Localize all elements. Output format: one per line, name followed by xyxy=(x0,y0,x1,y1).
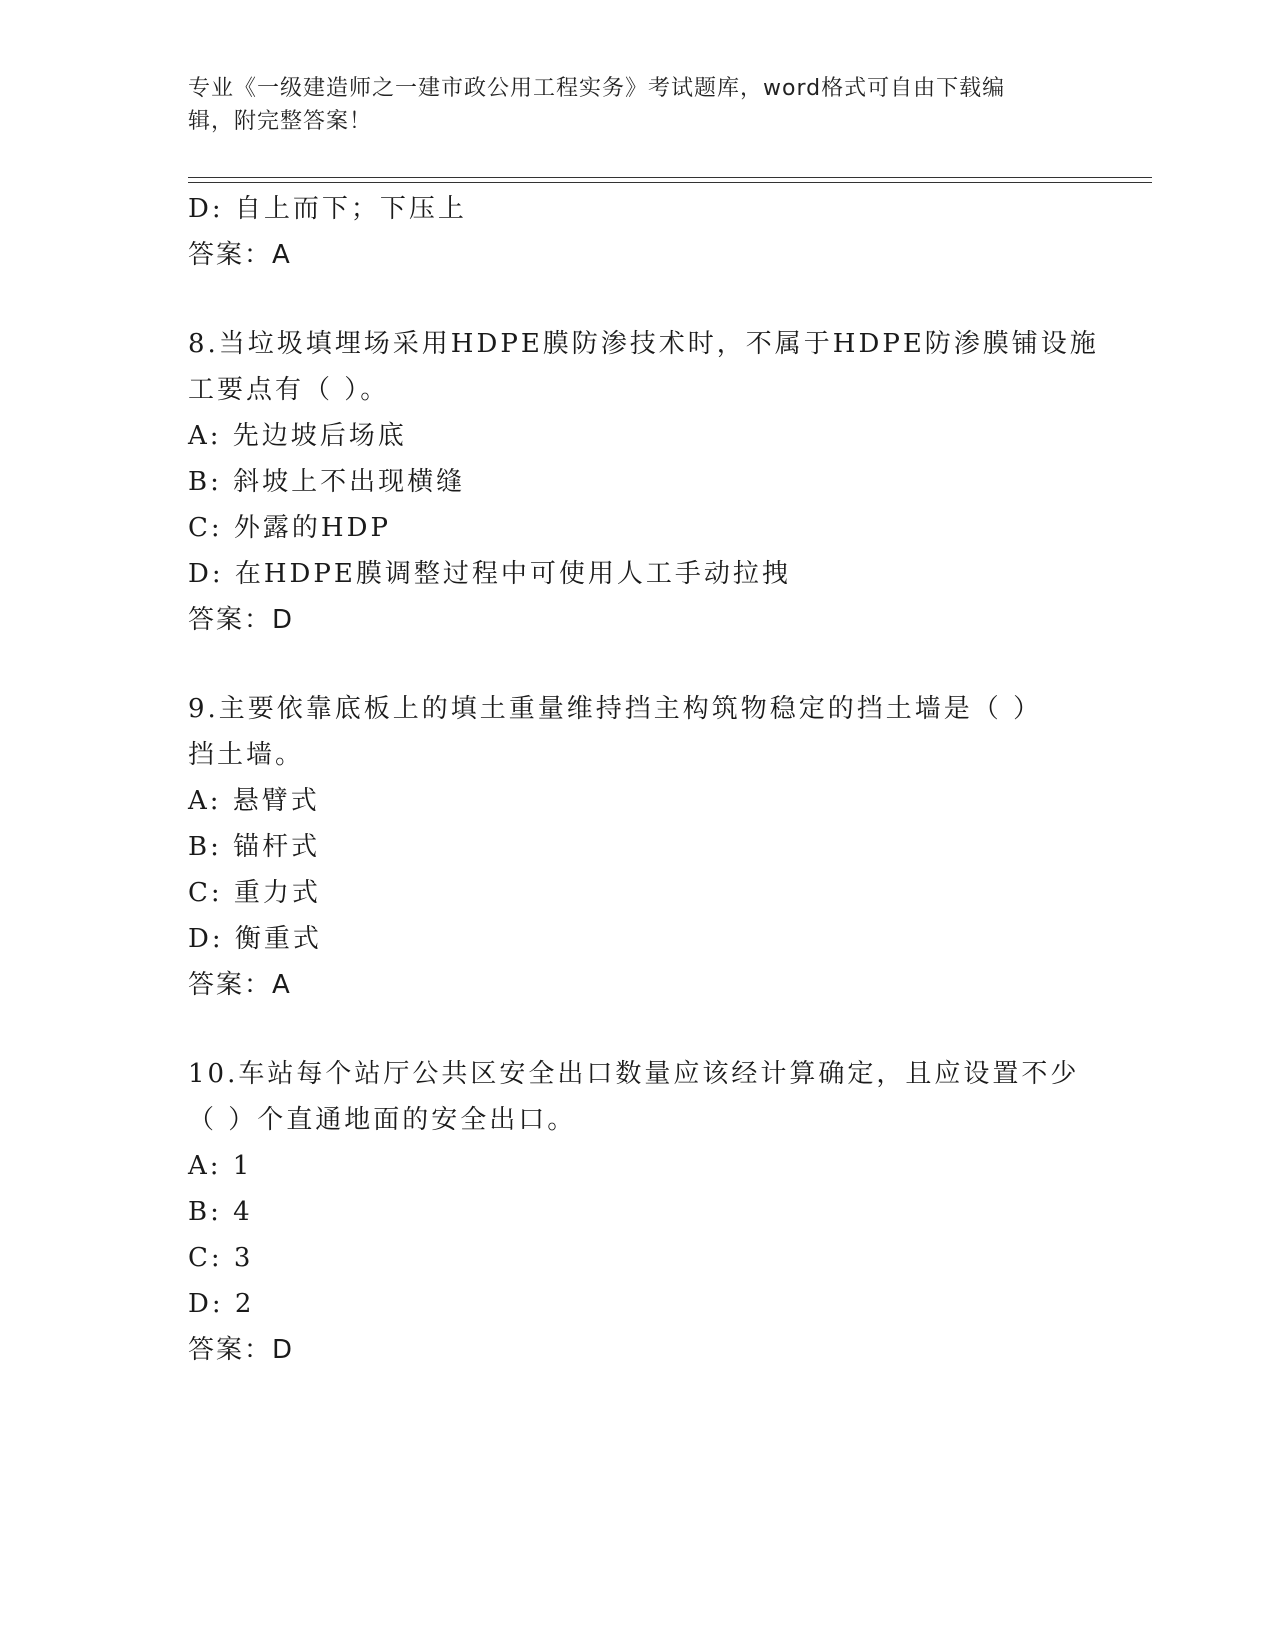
option-d: D: 自上而下；下压上 xyxy=(188,194,467,224)
document-header xyxy=(188,72,1068,138)
option-b: B: 斜坡上不出现横缝 xyxy=(188,467,466,497)
answer: 答案：A xyxy=(188,970,292,1000)
question-stem-line-1: 9.主要依靠底板上的填土重量维持挡主构筑物稳定的挡土墙是（ ） xyxy=(188,694,1043,724)
option-d: D: 在HDPE膜调整过程中可使用人工手动拉拽 xyxy=(188,559,791,589)
option-c: C: 外露的HDP xyxy=(188,513,391,543)
option-b: B: 4 xyxy=(188,1197,253,1227)
answer: 答案：A xyxy=(188,240,292,270)
option-a: A: 1 xyxy=(188,1151,253,1181)
option-d: D: 衡重式 xyxy=(188,924,322,954)
option-b: B: 锚杆式 xyxy=(188,832,321,862)
question-stem-line-2: （ ）个直通地面的安全出口。 xyxy=(188,1105,577,1135)
header-line-1: 专业《一级建造师之一建市政公用工程实务》考试题库，word格式可自由下载编 xyxy=(188,76,1006,101)
question-9 xyxy=(188,686,1088,1008)
question-stem-line-2: 工要点有（ ）。 xyxy=(188,375,390,405)
option-c: C: 3 xyxy=(188,1243,254,1273)
spacer xyxy=(188,643,1088,686)
question-stem-line-2: 挡土墙。 xyxy=(188,740,305,770)
question-stem-line-1: 10.车站每个站厅公共区安全出口数量应该经计算确定，且应设置不少 xyxy=(188,1059,1080,1089)
answer: 答案：D xyxy=(188,605,295,635)
question-7-continuation xyxy=(188,186,1088,278)
document-body xyxy=(188,186,1099,1373)
option-d: D: 2 xyxy=(188,1289,255,1319)
spacer xyxy=(188,278,1088,321)
question-stem-line-1: 8.当垃圾填埋场采用HDPE膜防渗技术时，不属于HDPE防渗膜铺设施 xyxy=(188,329,1099,359)
answer: 答案：D xyxy=(188,1335,295,1365)
header-divider-bottom xyxy=(188,182,1152,183)
option-a: A: 悬臂式 xyxy=(188,786,320,816)
question-8 xyxy=(188,321,1099,643)
header-line-2: 辑，附完整答案！ xyxy=(188,109,373,134)
spacer xyxy=(188,1008,1088,1051)
header-divider-top xyxy=(188,177,1152,178)
option-a: A: 先边坡后场底 xyxy=(188,421,407,451)
option-c: C: 重力式 xyxy=(188,878,321,908)
question-10 xyxy=(188,1051,1088,1373)
